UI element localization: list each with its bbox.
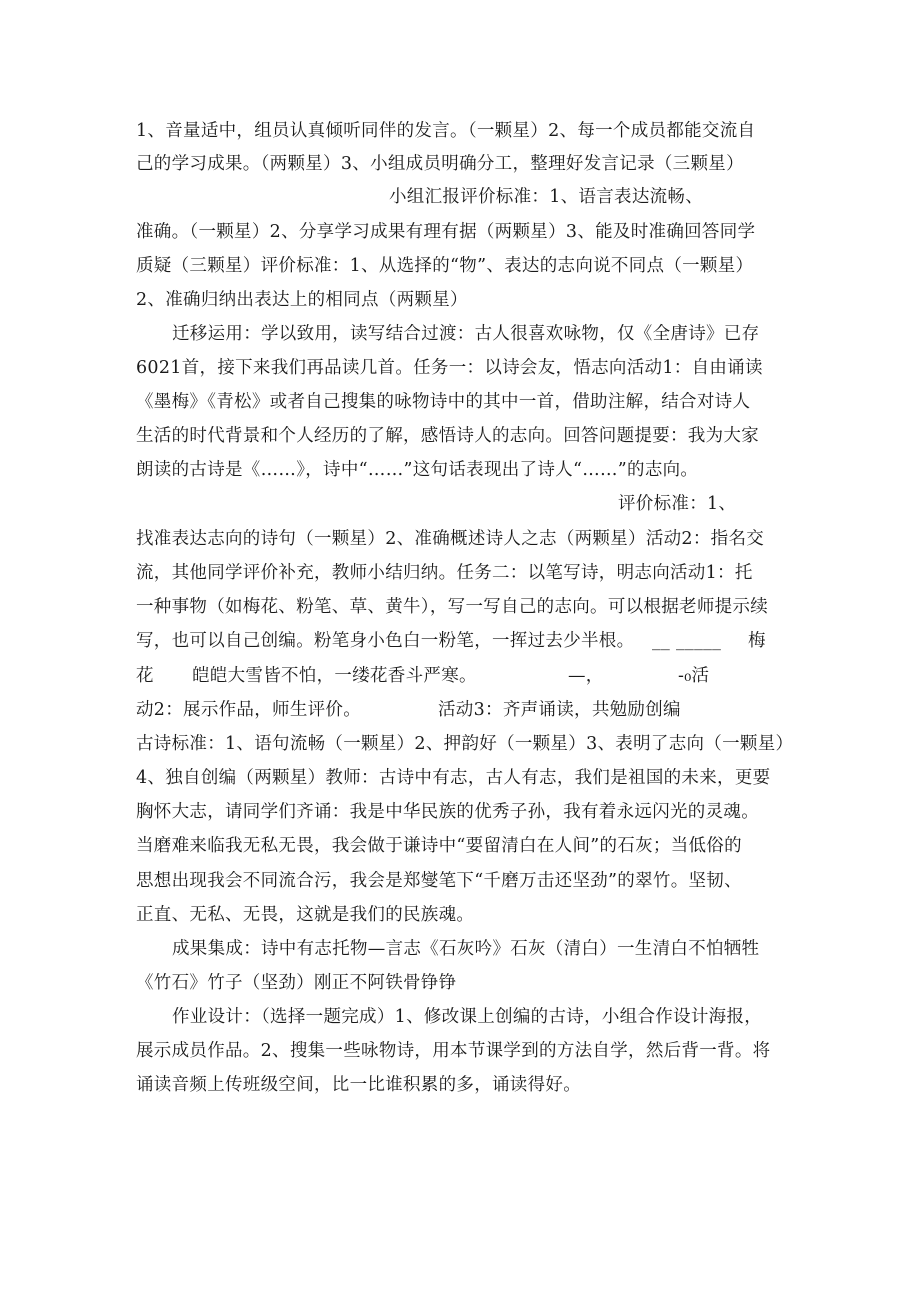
text-line: 朗读的古诗是《……》，诗中“……”这句话表现出了诗人“……”的志向。 [136,460,699,480]
text-line: 胸怀大志，请同学们齐诵：我是中华民族的优秀子孙，我有着永远闪光的灵魂。 [136,802,759,822]
text-line: -₀活 [678,666,710,686]
text-line: 流，其他同学评价补充，教师小结归纳。任务二：以笔写诗，明志向活动1：托 [136,563,753,583]
text-line: 质疑（三颗星）评价标准：1、从选择的“物”、表达的志向说不同点（一颗星） [136,256,754,276]
text-line: 诵读音频上传班级空间，比一比谁积累的多，诵读得好。 [136,1075,581,1095]
text-line: 展示成员作品。2、搜集一些咏物诗，用本节课学到的方法自学，然后背一背。将 [136,1041,771,1061]
paragraph-start: 作业设计：（选择一题完成）1、修改课上创编的古诗，小组合作设计海报， [172,1007,763,1027]
fill-blank: __ _____ [652,631,722,651]
text-line: 正直、无私、无畏，这就是我们的民族魂。 [136,905,475,925]
text-line: 找准表达志向的诗句（一颗星）2、准确概述诗人之志（两颗星）活动2：指名交 [136,529,765,549]
text-line: 古诗标准：1、语句流畅（一颗星）2、押韵好（一颗星）3、表明了志向（一颗星） [136,734,794,754]
paragraph-start: 成果集成：诗中有志托物—言志《石灰吟》石灰（清白）一生清白不怕牺牲 [172,939,760,959]
paragraph-start: 迁移运用：学以致用，读写结合过渡：古人很喜欢咏物，仅《全唐诗》已存 [172,324,760,344]
text-line: 动2：展示作品，师生评价。 [136,700,362,720]
text-line: 当磨难来临我无私无畏，我会做于谦诗中“要留清白在人间”的石灰；当低俗的 [136,836,742,856]
text-line: 准确。（一颗星）2、分享学习成果有理有据（两颗星）3、能及时准确回答同学 [136,222,756,242]
text-line: 1、音量适中，组员认真倾听同伴的发言。（一颗星）2、每一个成员都能交流自 [136,121,756,141]
text-line: 4、独自创编（两颗星）教师：古诗中有志，古人有志，我们是祖国的未来，更要 [136,768,771,788]
text-line: 6021首，接下来我们再品读几首。任务一：以诗会友，悟志向活动1：自由诵读 [136,358,763,378]
text-line: 小组汇报评价标准：1、语言表达流畅、 [389,187,704,207]
text-line: 2、准确归纳出表达上的相同点（两颗星） [136,290,468,310]
text-line: 写，也可以自己创编。粉笔身小色白一粉笔，一挥过去少半根。 [136,631,635,651]
text-line: 己的学习成果。（两颗星）3、小组成员明确分工，整理好发言记录（三颗星） [136,154,744,174]
text-line: 《墨梅》《青松》或者自己搜集的咏物诗中的其中一首，借助注解，结合对诗人 [136,392,751,412]
text-line: 一种事物（如梅花、粉笔、草、黄牛），写一写自己的志向。可以根据老师提示续 [136,597,769,617]
text-line: 生活的时代背景和个人经历的了解，感悟诗人的志向。回答问题提要：我为大家 [136,426,759,446]
text-line: 《竹石》竹子（坚劲）刚正不阿铁骨铮铮 [136,973,457,993]
text-line: 活动3：齐声诵读，共勉励创编 [438,700,681,720]
poem-char: 花 [136,666,154,686]
poem-char: 梅 [748,631,766,651]
text-line: 思想出现我会不同流合污，我会是郑燮笔下“千磨万击还坚劲”的翠竹。坚韧、 [136,871,742,891]
fill-blank: —， [568,666,604,686]
text-line: 评价标准：1、 [618,494,737,514]
poem-line: 皑皑大雪皆不怕，一缕花香斗严寒。 [192,666,477,686]
